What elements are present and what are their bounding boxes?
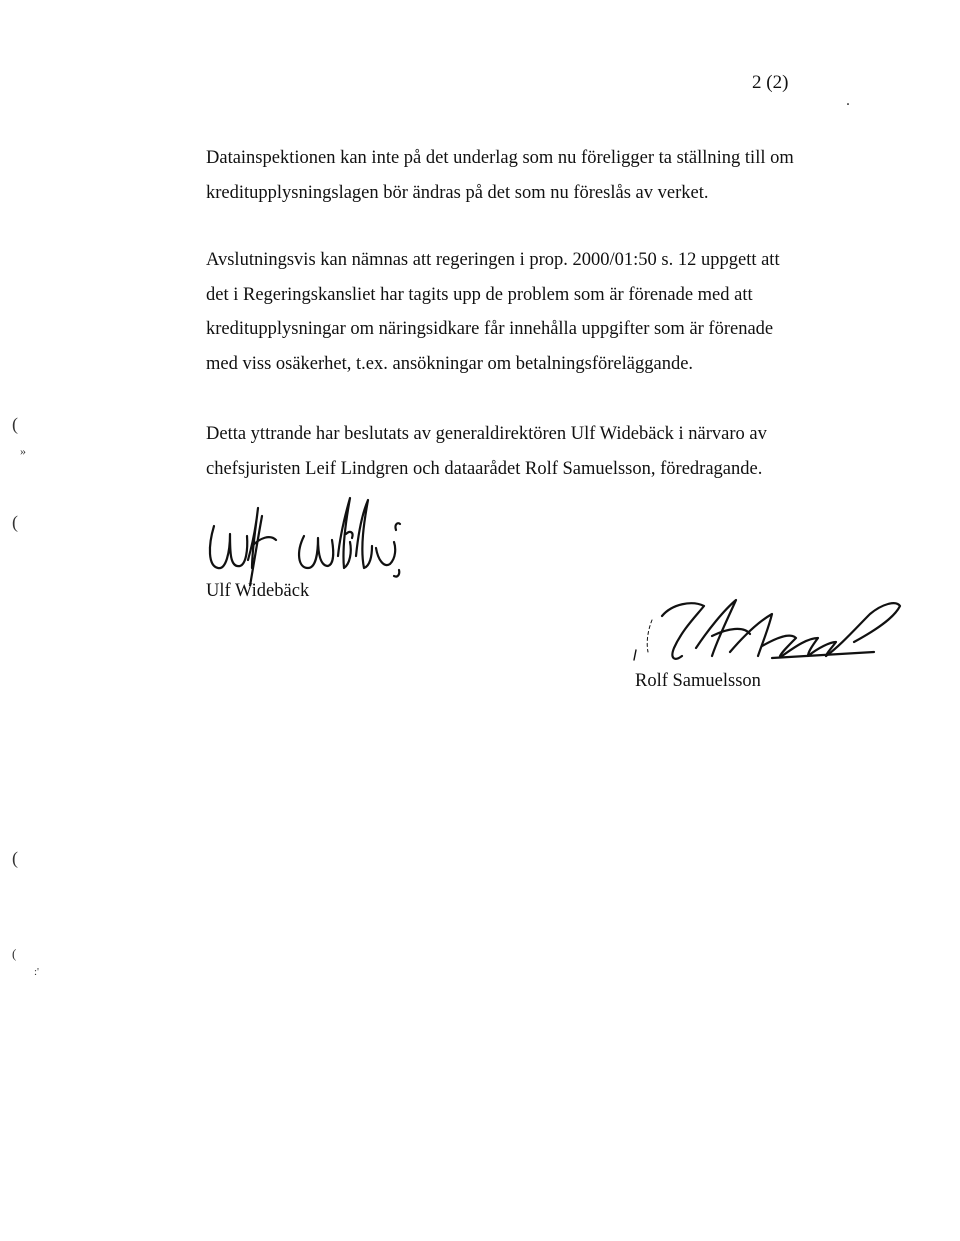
signatory-name: Rolf Samuelsson xyxy=(635,671,761,691)
text-line: Datainspektionen kan inte på det underlag som nu föreligger ta ställning till om xyxy=(206,148,794,168)
paragraph-1 xyxy=(206,141,846,210)
signature-rolf-samuelsson xyxy=(612,586,912,676)
text-line: med viss osäkerhet, t.ex. ansökningar om betalningsföreläggande. xyxy=(206,353,694,374)
text-line: Avslutningsvis kan nämnas att regeringen i prop. 2000/01:50 s. 12 uppgett att xyxy=(206,250,780,270)
scan-mark: » xyxy=(20,444,26,458)
signature-ulf-wideback xyxy=(200,486,430,586)
scan-mark: ( xyxy=(12,848,18,868)
page-number: 2 (2) xyxy=(752,72,789,93)
scan-mark: . xyxy=(846,92,850,109)
scan-mark: ( xyxy=(12,512,18,532)
text-line: det i Regeringskansliet har tagits upp de problem som är förenade med att xyxy=(206,284,753,305)
scan-mark: ( xyxy=(12,414,18,434)
text-line: chefsjuristen Leif Lindgren och dataarådet Rolf Samuelsson, föredragande. xyxy=(206,458,763,479)
paragraph-3 xyxy=(206,417,846,486)
scan-mark: :' xyxy=(34,966,40,978)
scan-mark: ( xyxy=(12,946,17,961)
signatory-name: Ulf Widebäck xyxy=(206,581,310,601)
paragraph-2 xyxy=(206,243,846,381)
text-line: Detta yttrande har beslutats av generaldirektören Ulf Widebäck i närvaro av xyxy=(206,424,767,444)
text-line: kreditupplysningslagen bör ändras på det som nu föreslås av verket. xyxy=(206,182,709,203)
text-line: kreditupplysningar om näringsidkare får innehålla uppgifter som är förenade xyxy=(206,319,774,339)
